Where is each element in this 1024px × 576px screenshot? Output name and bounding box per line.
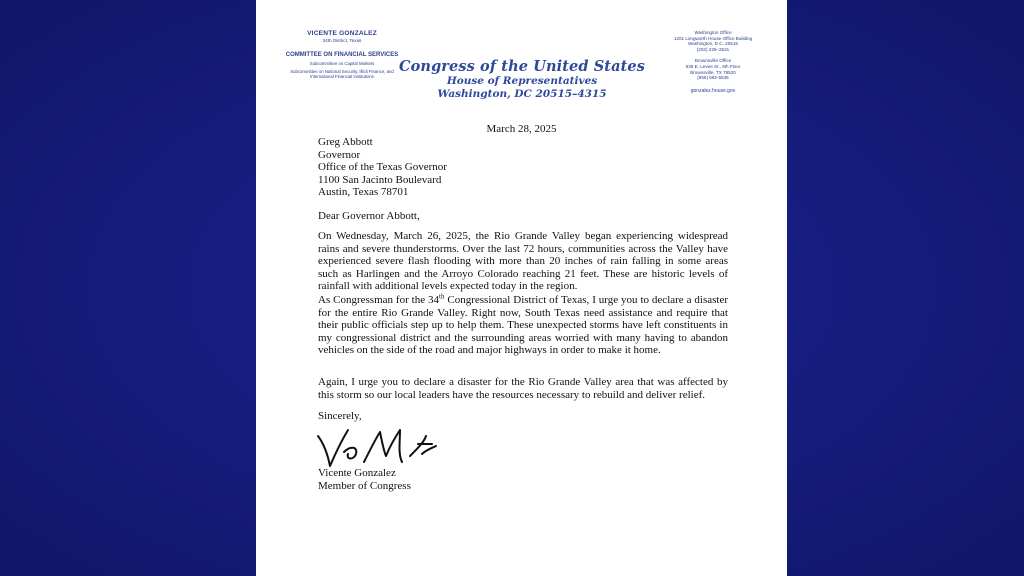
bv-office-phone: (956) 682-5545 bbox=[697, 75, 729, 81]
letterhead bbox=[256, 0, 787, 120]
letterhead-center bbox=[396, 58, 648, 100]
bv-office-line1: 835 E. Levee St., 6th Floor bbox=[685, 63, 741, 69]
subcommittee-1: Subcommittee on Capital Markets bbox=[309, 61, 375, 66]
member-district: 34th District, Texas bbox=[322, 38, 362, 43]
ordinal-suffix: th bbox=[439, 292, 445, 301]
bv-office-line2: Brownsville, TX 78520 bbox=[690, 69, 736, 75]
closing: Sincerely, bbox=[318, 410, 362, 422]
recipient-street: 1100 San Jacinto Boulevard bbox=[318, 173, 442, 186]
letter-page bbox=[256, 0, 787, 576]
bv-office-label: Brownsville Office bbox=[694, 58, 732, 64]
house-title: House of Representatives bbox=[446, 75, 598, 87]
recipient-title: Governor bbox=[318, 148, 361, 161]
letterhead-left bbox=[278, 30, 406, 80]
salutation: Dear Governor Abbott, bbox=[318, 210, 420, 222]
signer-name: Vicente Gonzalez bbox=[318, 467, 396, 479]
signature-image bbox=[314, 422, 474, 470]
dc-office-phone: (202) 225–2531 bbox=[696, 46, 730, 52]
paragraph-1: On Wednesday, March 26, 2025, the Rio Grande Valley began experiencing widespread rains and severe thunderstorms. Over the last 72 hours, communities across the Valley have experienced severe flash flooding with more than 20 inches of rain falling in some areas such as Harlingen and the Arroyo Colorado reaching 21 feet. These are historic levels of rainfall with additional levels expected today in the region. bbox=[318, 230, 728, 293]
committee-name: COMMITTEE ON FINANCIAL SERVICES bbox=[285, 52, 399, 58]
signer-title: Member of Congress bbox=[318, 479, 411, 492]
recipient-address bbox=[318, 136, 447, 199]
paragraph-2-start: As Congressman for the 34 bbox=[318, 294, 440, 306]
website: gonzalez.house.gov bbox=[690, 87, 736, 94]
dc-office-label: Washington Office bbox=[694, 30, 732, 35]
congress-title: Congress of the United States bbox=[399, 58, 645, 75]
signer-block bbox=[318, 467, 411, 492]
paragraph-3: Again, I urge you to declare a disaster for the Rio Grande Valley area that was affected by this storm so our local leaders have the resources necessary to rebuild and deliver relief. bbox=[318, 376, 728, 401]
paragraph-2 bbox=[318, 294, 728, 357]
recipient-city: Austin, Texas 78701 bbox=[318, 186, 409, 199]
paragraph-2-rest: Congressional District of Texas, I urge you to declare a disaster for the entire Rio Grande Valley. Right now, South Texas need assistance and require that their public officials step up to help them. These unexpected storms have left constituents in my congressional district and the surrounding areas worried with many having to abandon vehicles on the side of the road and major highways in order to make it home. bbox=[318, 294, 728, 357]
subcommittee-2: Subcommittee on National Security, Illicit Finance, and International Financial Institutions bbox=[290, 69, 394, 80]
dc-office-line2: Washington, D.C. 20515 bbox=[688, 41, 738, 47]
letterhead-right bbox=[654, 30, 772, 94]
washington-address: Washington, DC 20515–4315 bbox=[437, 88, 607, 100]
member-name: VICENTE GONZALEZ bbox=[307, 30, 377, 37]
dc-office-line1: 1201 Longworth House Office Building bbox=[673, 35, 753, 41]
letter-date: March 28, 2025 bbox=[486, 123, 557, 135]
recipient-office: Office of the Texas Governor bbox=[318, 161, 447, 174]
recipient-name: Greg Abbott bbox=[318, 136, 373, 148]
